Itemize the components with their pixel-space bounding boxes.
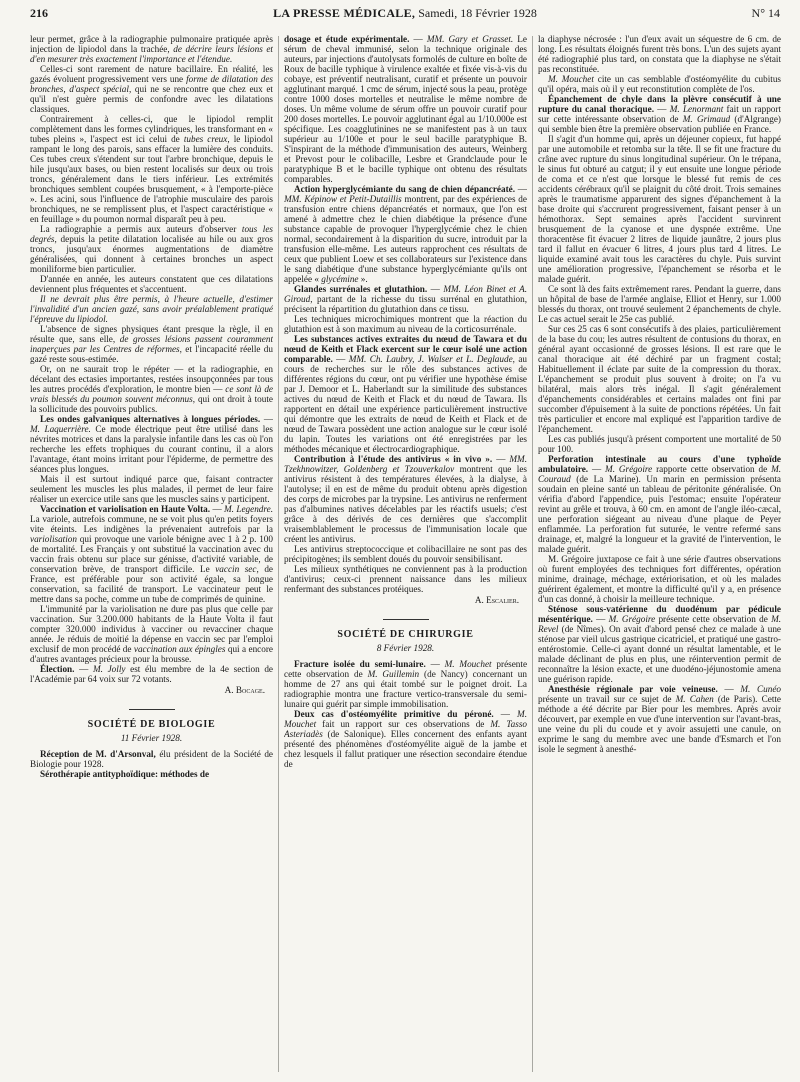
emphasis-text: M. Revel	[538, 614, 781, 634]
body-text: (de Salonique). Elles concernent des enfants ayant présenté des phénomènes d'ostéomyélite aiguë de la jambe et chez lesquels il fallut pratiquer une résection secondaire étendue de	[284, 729, 527, 769]
body-text: cite un cas semblable d'ostéomyélite du cubitus qu'il opéra, mais où il y eut reconstitution complète de l'os.	[538, 74, 781, 94]
body-text: —	[260, 414, 273, 424]
paragraph-continued	[538, 34, 781, 74]
paragraph	[30, 414, 273, 474]
article-title: Les substances actives extraites du nœud de Tawara et du nœud de Keith et Flack exercent sur le cœur isolé une action comparable.	[284, 334, 527, 364]
body-text: —	[332, 354, 349, 364]
body-text: L'absence de signes physiques étant presque la règle, il en résulte que, sans elle,	[30, 324, 273, 344]
paragraph	[538, 94, 781, 134]
paragraph	[284, 659, 527, 709]
body-text: , depuis la petite dilatation localisée au hile ou aux gros troncs, jusqu'aux énormes augmentations de diamètre généralisées, qui donnent à certaines bronches un aspect moniliforme bien particulier.	[30, 234, 273, 274]
paragraph	[538, 324, 781, 434]
body-text: , au cours de recherches sur le rôle des substances actives de différentes régions du cœur, ont pu vérifier une hypothèse émise par J. Demoor et L. Haberlandt sur la similitude des substances actives du nœud de Keith et Flack et du nœud de Tawara. Ils rapportent en détail une expérience particulièrement instructive qui démontre que les extraits de nœud de Keith et Flack et de nœud de Tawara possèdent une action analogue sur le cœur isolé du lapin. Toutes les variations ont été enregistrées par les méthodes mécanique et électrocardiographique.	[284, 354, 527, 454]
emphasis-text: M. Jolly	[92, 664, 126, 674]
body-text: présente un travail sur ce sujet de	[538, 694, 676, 704]
emphasis-text: forme de dilatation des bronches, d'aspect spécial,	[30, 74, 273, 94]
emphasis-text: glycémine	[321, 274, 359, 284]
emphasis-text: MM. Léon Binet et A. Giroud	[284, 284, 527, 304]
paragraph	[30, 504, 273, 604]
emphasis-text: vaccin sec	[215, 564, 257, 574]
article-title: Deux cas d'ostéomyélite primitive du péroné.	[294, 709, 494, 719]
emphasis-text: M. Tasso Asteriadès	[284, 719, 527, 739]
column-rule	[278, 36, 279, 1072]
body-text: La variole, autrefois commune, ne se voit plus qu'en petits foyers vite éteints. Les indigènes la prévenaient autrefois par la	[30, 514, 273, 534]
emphasis-text: MM. Gary et Grasset.	[426, 34, 514, 44]
article-title: Épanchement de chyle dans la plèvre consécutif à une rupture du canal thoracique.	[538, 94, 781, 114]
body-text: —	[492, 454, 510, 464]
body-text: leur permet, grâce à la radiographie pulmonaire pratiquée après injection de lipiodol dans la trachée,	[30, 34, 273, 54]
paragraph	[30, 294, 273, 324]
body-text: montrent, par des expériences de transfusion entre chiens dépancréatés et normaux, que l'on est amené à admettre chez le chien diabétique la présence d'une substance capable de provoquer l'hyperglycémie chez le chien normal, secondairement à la disparition du sucre, introduit par la transfusion elle-même. Les auteurs rapprochent ces résultats de ceux que publient Loew et ses collaborateurs sur l'existence dans le sang diabétique d'une substance hyperglycémiante qu'ils ont appelée «	[284, 194, 527, 284]
issue-number: N° 14	[751, 6, 780, 20]
article-title: Sténose sous-vatérienne du duodénum par pédicule mésentérique.	[538, 604, 781, 624]
body-text: L'immunité par la variolisation ne dure pas plus que celle par vaccination. Sur 3.200.000 habitants de la Haute Volta il faut compter 320.000 individus à vacciner ou revacciner chaque année. Je réduis de moitié la dépense en vaccin sec par l'emploi exclusif de mon procédé de	[30, 604, 273, 654]
body-text: qui a encore d'autres avantages précieux pour la brousse.	[30, 644, 273, 664]
article-title: Réception de M. d'Arsonval,	[40, 749, 156, 759]
emphasis-text: M. Mouchet	[444, 659, 492, 669]
body-text: —	[588, 464, 606, 474]
emphasis-text: tubes creux	[183, 134, 228, 144]
emphasis-text: de grosses lésions passent couramment inaperçues par les Centres de réformes	[30, 334, 273, 354]
body-text: —	[717, 684, 741, 694]
body-text: Les techniques microchimiques montrent que la réaction du glutathion est à son maximum au niveau de la corticosurrénale.	[284, 314, 527, 334]
body-text: M. Grégoire juxtapose ce fait à une série d'autres observations où furent employées des techniques fort différentes, opération minime, drainage, méchage, extériorisation, et où les malades guérirent également, et montre la difficulté qu'il y a, en présence d'un cas donné, à choisir la meilleure technique.	[538, 554, 781, 604]
paragraph	[30, 224, 273, 274]
paragraph-continued	[284, 34, 527, 184]
body-text: Celles-ci sont rarement de nature bacillaire. En réalité, les gazés évoluent progressivement vers une	[30, 64, 273, 84]
body-text: —	[74, 664, 93, 674]
paragraph	[284, 709, 527, 769]
column-right	[538, 34, 781, 1078]
paragraph	[284, 544, 527, 564]
body-text: —	[425, 659, 445, 669]
paragraph	[538, 604, 781, 684]
section-heading: SOCIÉTÉ DE BIOLOGIE	[87, 719, 216, 730]
body-text: Le sérum de cheval immunisé, selon la technique originale des auteurs, par injections d'autolysats formolés de culture en boîte de Roux de bacille typhique à virulence exaltée et fixée vis-à-vis du cobaye, est préventif neutralisant, curatif et présente un pouvoir agglutinant marqué. 1 cmc de sérum, injecté sous la peau, protège contre 1000 doses mortelles et neutralise le même nombre de doses. Un même volume de sérum offre un pouvoir curatif pour 200 doses mortelles. Le pouvoir agglutinant égal au 1/10.000e est spécifique. Les coagglutinines ne se manifestent pas à un taux supérieur au 1/100e et pour le seul bacille paratyphique B. S'inspirant de la méthode d'immunisation des auteurs, Weinberg et Prevost pour le colibacille, Lesbre et Grandclaude pour le paratyphique B et le bacille typhique ont obtenu des résultats comparables.	[284, 34, 527, 184]
paragraph	[284, 454, 527, 544]
body-text: —	[592, 614, 609, 624]
emphasis-text: M. Guillemin	[367, 669, 420, 679]
paragraph	[30, 324, 273, 364]
emphasis-text: tous les degrés	[30, 224, 273, 244]
body-text: fait un rapport sur cette intéressante observation de	[538, 104, 781, 124]
emphasis-text: MM. Ch. Laubry, J. Walser et L. Deglaude	[348, 354, 513, 364]
body-text: , partant de la richesse du tissu surrénal en glutathion, précisent la répartition du glutathion dans ce tissu.	[284, 294, 527, 314]
paragraph	[284, 284, 527, 314]
paragraph	[284, 314, 527, 334]
emphasis-text: MM. Tzekhnowitzer, Goldenberg et Tzouverkalov	[284, 454, 527, 474]
publication-title	[90, 4, 720, 22]
column-middle	[284, 34, 527, 1078]
body-text: Contrairement à celles-ci, que le lipiodol remplit complètement dans les formes cylindriques, les transformant en « tubes pleins », l'aspect est ici celui de	[30, 114, 273, 144]
article-title: Sérothérapie antityphoïdique: méthodes de	[40, 769, 210, 779]
column-rule	[532, 36, 533, 1072]
article-title: Anesthésie régionale par voie veineuse.	[548, 684, 718, 694]
body-text: présente cette observation de	[284, 659, 527, 679]
body-text: —	[427, 284, 444, 294]
emphasis-text: ce sont là de vrais blessés du poumon souvent méconnus	[30, 384, 273, 404]
article-title: Perforation intestinale au cours d'une typhoïde ambulatoire.	[538, 454, 781, 474]
paragraph	[30, 769, 273, 779]
emphasis-text: M. Legendre.	[224, 504, 273, 514]
body-text: Sur ces 25 cas 6 sont consécutifs à des plaies, particulièrement de la base du cou; les autres résultent de contusions du thorax, en général ayant occasionné de grosses lésions. Il est rare que le canal thoracique ait été déchiré par un fragment costal; Habituellement il éclate par suite de la compression du thorax. L'épanchement se produit plus souvent à droite; on l'a vu bilatéral, mais alors très inégal. Il s'agit généralement d'épanchements considérables et certains malades ont fini par succomber d'épuisement à la suite de ponctions répétées. Un fait très particulier et encore mal expliqué est l'apparition tardive de l'épanchement.	[538, 324, 781, 434]
column-left	[30, 34, 273, 1078]
body-text: la diaphyse nécrosée : l'un d'eux avait un séquestre de 6 cm. de long. Les résultats éloignés furent très bons. L'un des sujets ayant été radiographié plus tard, on constata que la diaphyse ne s'était pas reconstituée.	[538, 34, 781, 74]
article-title: Les ondes galvaniques alternatives à longues périodes.	[40, 414, 261, 424]
paragraph	[30, 664, 273, 684]
body-text: (de La Marine). Un marin en permission présenta soudain en pleine santé un tableau de péritonite généralisée. On vérifia d'abord l'appendice, puis l'estomac; ensuite l'opérateur revint au grêle et trouva, à 60 cm. en amont de l'angle iléo-cæcal, une perforation siégeant au niveau d'une plaque de Peyer enflammée. La perforation fut suturée, le ventre refermé sans drainage, et, malgré la longueur et la gravité de l'intervention, le malade guérit.	[538, 474, 781, 554]
body-text: Les antivirus streptococcique et colibacillaire ne sont pas des précipitogènes; ils semblent doués du pouvoir sensibilisant.	[284, 544, 527, 564]
emphasis-text: M. Mouchet	[548, 74, 594, 84]
emphasis-text: M. Grimaud	[682, 114, 731, 124]
paragraph-continued	[30, 34, 273, 64]
paragraph	[30, 114, 273, 224]
paragraph	[538, 134, 781, 284]
emphasis-text: Il ne devrait plus être permis, à l'heure actuelle, d'estimer l'invalidité d'un ancien gazé, sans avoir préalablement pratiqué l'épreuve du lipiodol.	[30, 294, 273, 324]
emphasis-text: M. Cunéo	[740, 684, 781, 694]
section-date: 11 Février 1928.	[120, 733, 183, 743]
emphasis-text: M. Lenormant	[669, 104, 724, 114]
body-text: , qui ont droit à toute la sollicitude des pouvoirs publics.	[30, 394, 273, 414]
paragraph	[30, 364, 273, 414]
paragraph	[284, 334, 527, 454]
body-text: élu président de la Société de Biologie pour 1928.	[30, 749, 273, 769]
body-text: montrent que les antivirus résistent à des températures élevées, à la dialyse, à l'autolyse; il en est de même du produit obtenu après digestion des corps de microbes par la trypsine. Les antivirus ne renferment pas d'albumines natives décelables par les réactifs usuels; c'est grâce à des dérivés de ces dernières que s'accomplit vraisemblablement le processus de l'immunisation locale que créent les antivirus.	[284, 464, 527, 544]
signature: A. Bocage.	[224, 685, 265, 695]
body-text: est élu membre de la 4e section de l'Académie par 64 voix sur 72 votants.	[30, 664, 273, 684]
emphasis-text: M. Cahen	[675, 694, 714, 704]
body-text: fait un rapport sur ces observations de	[316, 719, 491, 729]
paragraph	[30, 474, 273, 504]
section-heading: SOCIÉTÉ DE CHIRURGIE	[337, 629, 474, 640]
page-header	[30, 4, 780, 22]
body-text: Ce sont là des faits extrêmement rares. Pendant la guerre, dans un hôpital de base de l'armée anglaise, Elliot et Henry, sur 1.000 blessés du thorax, ont trouvé seulement 2 épanchements de chyle. Le cas actuel serait le 25e cas publié.	[538, 284, 781, 324]
section-date: 8 Février 1928.	[376, 643, 435, 653]
signature: A. Escalier.	[474, 595, 519, 605]
body-text: La radiographie a permis aux auteurs d'observer	[40, 224, 242, 234]
body-text: , le lipiodol rampant le long des parois, sans effacer la lumière des conduits. Ces tubes creux s'étendent sur tout l'arbre bronchique, depuis le hile jusqu'aux bases, ou bien restent localisés sur deux ou trois troncs, généralement dans le tiers inférieur. Les extrémités bronchiques semblent coupées brusquement, « à l'emporte-pièce ». Les acini, sous l'influence de l'atrophie musculaire des parois bronchiques, ne se remplissent plus, et l'aspect caractéristique « en feuillage » du poumon normal disparaît peu à peu.	[30, 134, 273, 224]
emphasis-text: MM. Képinow et Petit-Dutaillis	[284, 194, 402, 204]
body-text: rapporte cette observation de	[652, 464, 772, 474]
article-title: dosage et étude expérimentale.	[284, 34, 410, 44]
paragraph	[538, 684, 781, 754]
body-text: —	[515, 184, 527, 194]
body-text: —	[409, 34, 427, 44]
emphasis-text: de décrire leurs lésions et d'en mesurer très exactement l'importance et l'étendue.	[30, 44, 273, 64]
body-text: , et l'incapacité réelle du gazé reste sous-estimée.	[30, 344, 273, 364]
body-text: D'année en année, les auteurs constatent que ces dilatations deviennent plus fréquentes et s'accentuent.	[30, 274, 273, 294]
paragraph	[538, 284, 781, 324]
paragraph	[538, 454, 781, 554]
body-text: Il s'agit d'un homme qui, après un déjeuner copieux, fut happé par une automobile et retomba sur la tête. Il se fit une fracture du crâne avec rupture du sinus longitudinal supérieur. On le trépana, le sinus fut obturé au catgut; il y eut ensuite une longue période de coma et ce n'est que lorsque le blessé fut remis de ces accidents cérébraux qu'il se plaignit du côté droit. Trois semaines après le traumatisme apparurent des signes d'épanchement à la base droite qui s'accrurent progressivement, faisant penser à un hémothorax. Sept semaines après l'accident survinrent brusquement de la cyanose et une dyspnée extrême. Une thoracentèse fit évacuer 2 litres de liquide jaunâtre, 2 jours plus tard il fallut en évacuer 6 litres, 4 jours plus tard 4 litres. Le liquide examiné avait tous les caractères du chyle. Puis survint une amélioration progressive, l'épanchement se résorba et le malade guérit.	[538, 134, 781, 284]
body-text: Mais il est surtout indiqué parce que, faisant contracter seulement les muscles les plus malades, il permet de leur faire réaliser un exercice utile sans que les muscles sains y participent.	[30, 474, 273, 504]
journal-name: LA PRESSE MÉDICALE,	[273, 6, 416, 20]
article-title: Contribution à l'étude des antivirus « in vivo ».	[294, 454, 493, 464]
emphasis-text: M. Laquerrière.	[30, 424, 91, 434]
body-text: Or, on ne saurait trop le répéter — et la radiographie, en décelant des ectasies importantes, restées insoupçonnées par tous les autres procédés d'exploration, le montre bien —	[30, 364, 273, 394]
emphasis-text: M. Couraud	[538, 464, 781, 484]
paragraph	[538, 434, 781, 454]
paragraph	[284, 564, 527, 594]
body-text: qui provoque une variole bénigne avec 1 à 2 p. 100 de mortalité. Les Français y ont substitué la vaccination avec du vaccin frais obtenu sur place sur génisse, d'activité variable, de conservation brève, de transport difficile. Le	[30, 534, 273, 574]
body-text: présente cette observation de	[655, 614, 772, 624]
section-rule	[383, 619, 429, 620]
body-text: (de Nîmes). On avait d'abord pensé chez ce malade à une sténose par vieil ulcus gastrique cicatriciel, et pratiqué une gastro-entérostomie. Celle-ci ayant donné un résultat lamentable, et le malade déclinant de plus en plus, une réintervention permit de reconnaître la lésion exacte, et une duodéno-jéjunostomie amena une guérison rapide.	[538, 624, 781, 684]
paragraph	[538, 554, 781, 604]
issue-date: Samedi, 18 Février 1928	[418, 6, 537, 20]
emphasis-text: variolisation	[30, 534, 77, 544]
paragraph	[30, 64, 273, 114]
body-text: —	[493, 709, 518, 719]
emphasis-text: M. Grégoire	[608, 614, 656, 624]
emphasis-text: M. Grégoire	[605, 464, 653, 474]
body-text: , de France, est préférable pour son activité égale, sa longue conservation, sa facilité de transport. Le vaccinateur peut le mettre dans sa poche, comme un tube de comprimés de quinine.	[30, 564, 273, 604]
emphasis-text: vaccination aux épingles	[133, 644, 226, 654]
article-title: Glandes surrénales et glutathion.	[294, 284, 428, 294]
article-title: Action hyperglycémiante du sang de chien dépancréaté.	[294, 184, 516, 194]
paragraph	[30, 749, 273, 769]
body-text: Les cas publiés jusqu'à présent comportent une mortalité de 50 pour 100.	[538, 434, 781, 454]
article-title: Élection.	[40, 664, 75, 674]
body-text: —	[654, 104, 670, 114]
body-text: Les milieux synthétiques ne conviennent pas à la production d'antivirus; ceux-ci prennent naissance dans les milieux renfermant des substances protéiques.	[284, 564, 527, 594]
emphasis-text: M. Mouchet	[284, 709, 527, 729]
paragraph	[30, 604, 273, 664]
body-text: ».	[358, 274, 368, 284]
paragraph	[284, 184, 527, 284]
body-text: (de Paris). Cette méthode a été décrite par Bier pour les membres. Après avoir découvert, par exemple en vue d'une intervention sur l'avant-bras, une veine du pli du coude et y avoir assujetti une canule, on exprime le sang du membre avec une bande d'Esmarch et l'on isole le segment à anesthé-	[538, 694, 781, 754]
section-rule	[129, 709, 175, 710]
body-text: (de Nancy) concernant un homme de 27 ans qui était tombé sur le poignet droit. La radiographie montra une fracture vertico-transversale du semi-lunaire qui guérit par simple immobilisation.	[284, 669, 527, 709]
page-number: 216	[30, 6, 48, 20]
body-text: qui ne se rencontre que chez eux et qu'il n'est guère permis de confondre avec les dilatations classiques.	[30, 84, 273, 114]
paragraph	[538, 74, 781, 94]
article-title: Vaccination et variolisation en Haute Volta.	[40, 504, 211, 514]
article-title: Fracture isolée du semi-lunaire.	[294, 659, 426, 669]
body-text: —	[210, 504, 225, 514]
paragraph	[30, 274, 273, 294]
body-text: (d'Algrange) qui semble bien être la première observation publiée en France.	[538, 114, 781, 134]
body-text: Ce mode électrique peut être utilisé dans les névrites motrices et dans la paralysie infantile dans les cas où l'on recherche les effets trophiques du courant continu, il a alors l'avantage, étant moins irritant pour l'épiderme, de permettre des séances plus longues.	[30, 424, 273, 474]
